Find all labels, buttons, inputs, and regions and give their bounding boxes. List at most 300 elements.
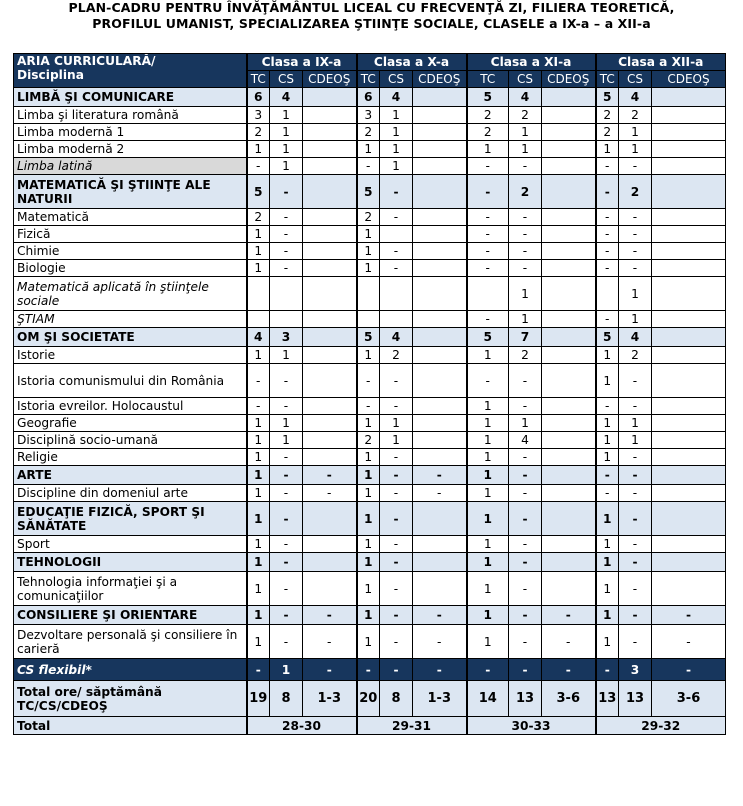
hours-cell: - — [270, 209, 303, 226]
hours-cell: 1 — [467, 606, 509, 625]
hours-cell — [542, 311, 596, 328]
hours-cell — [652, 347, 726, 364]
discipline-row — [14, 107, 726, 124]
hours-cell — [542, 364, 596, 398]
hours-cell — [542, 432, 596, 449]
discipline-name: Limba şi literatura română — [14, 107, 247, 124]
hours-cell — [413, 141, 467, 158]
hours-cell: - — [619, 485, 652, 502]
hours-cell: 1 — [467, 398, 509, 415]
discipline-name: Disciplină socio-umană — [14, 432, 247, 449]
hours-cell: - — [542, 659, 596, 681]
hours-cell — [303, 364, 357, 398]
hours-cell: 1 — [467, 432, 509, 449]
hours-cell: 1 — [270, 432, 303, 449]
discipline-row — [14, 226, 726, 243]
hours-cell: 2 — [247, 124, 270, 141]
hours-cell: - — [467, 243, 509, 260]
hours-cell — [380, 226, 413, 243]
hours-cell: 1 — [270, 347, 303, 364]
hours-cell: - — [509, 449, 542, 466]
total-week-cell: 3-6 — [652, 681, 726, 717]
hours-cell — [652, 175, 726, 209]
hours-cell: 1 — [380, 107, 413, 124]
hours-cell: 1 — [247, 553, 270, 572]
hours-cell: 1 — [596, 606, 619, 625]
hours-cell: 2 — [247, 209, 270, 226]
hours-cell — [413, 107, 467, 124]
total-week-cell: 13 — [619, 681, 652, 717]
hours-cell — [303, 432, 357, 449]
hours-cell: - — [619, 536, 652, 553]
title-line-2: PROFILUL UMANIST, SPECIALIZAREA ŞTIINŢE SOCIALE, CLASELE a IX-a – a XII-a — [92, 16, 651, 31]
hours-cell — [303, 88, 357, 107]
discipline-name: Limba modernă 1 — [14, 124, 247, 141]
header-class-xii: Clasa a XII-a — [596, 54, 726, 71]
hours-cell: - — [509, 364, 542, 398]
hours-cell: - — [357, 398, 380, 415]
hours-cell: 1 — [467, 449, 509, 466]
hours-cell: - — [270, 625, 303, 659]
hours-cell: - — [467, 209, 509, 226]
hours-cell — [652, 311, 726, 328]
hours-cell: 2 — [467, 124, 509, 141]
hours-cell: 1 — [357, 553, 380, 572]
total-week-cell: 14 — [467, 681, 509, 717]
hours-cell: 4 — [380, 328, 413, 347]
discipline-name: Dezvoltare personală şi consiliere în carieră — [14, 625, 247, 659]
hours-cell: - — [619, 466, 652, 485]
hours-cell — [652, 364, 726, 398]
hours-cell: - — [413, 466, 467, 485]
hours-cell — [542, 141, 596, 158]
discipline-row — [14, 243, 726, 260]
hours-cell: - — [380, 364, 413, 398]
category-name: MATEMATICĂ ŞI ŞTIINŢE ALE NATURII — [14, 175, 247, 209]
total-week-cell: 1-3 — [413, 681, 467, 717]
hours-cell: 1 — [619, 415, 652, 432]
discipline-row — [14, 398, 726, 415]
category-row — [14, 328, 726, 347]
hours-cell — [413, 88, 467, 107]
hours-cell: 1 — [247, 243, 270, 260]
hours-cell — [652, 209, 726, 226]
hours-cell: 1 — [270, 158, 303, 175]
hours-cell: - — [652, 606, 726, 625]
hours-cell: - — [413, 606, 467, 625]
category-row — [14, 466, 726, 485]
hours-cell: - — [303, 606, 357, 625]
hours-cell — [542, 277, 596, 311]
discipline-row — [14, 432, 726, 449]
hours-cell: 1 — [596, 536, 619, 553]
hours-cell: 2 — [596, 124, 619, 141]
total-week-cell: 1-3 — [303, 681, 357, 717]
hours-cell: 1 — [247, 432, 270, 449]
subheader-cs: CS — [509, 71, 542, 88]
hours-cell: - — [619, 449, 652, 466]
hours-cell — [413, 158, 467, 175]
hours-cell: 4 — [509, 432, 542, 449]
hours-cell: - — [270, 226, 303, 243]
grand-total-cell: 29-31 — [357, 717, 467, 735]
hours-cell: 2 — [467, 107, 509, 124]
hours-cell: - — [596, 466, 619, 485]
hours-cell: 1 — [619, 277, 652, 311]
hours-cell: 3 — [619, 659, 652, 681]
hours-cell: 2 — [619, 175, 652, 209]
hours-cell: 1 — [247, 606, 270, 625]
hours-cell — [542, 328, 596, 347]
hours-cell: - — [270, 572, 303, 606]
hours-cell — [413, 553, 467, 572]
hours-cell: 3 — [270, 328, 303, 347]
hours-cell: 1 — [247, 415, 270, 432]
hours-cell: - — [380, 536, 413, 553]
hours-cell: 1 — [596, 502, 619, 536]
hours-cell — [413, 347, 467, 364]
hours-cell: 1 — [247, 141, 270, 158]
hours-cell: - — [596, 311, 619, 328]
hours-cell — [542, 107, 596, 124]
discipline-row — [14, 572, 726, 606]
hours-cell: - — [509, 158, 542, 175]
hours-cell: - — [619, 606, 652, 625]
hours-cell — [652, 485, 726, 502]
hours-cell: - — [596, 485, 619, 502]
hours-cell: - — [619, 625, 652, 659]
hours-cell — [303, 158, 357, 175]
hours-cell: - — [619, 364, 652, 398]
grand-total-cell: 28-30 — [247, 717, 357, 735]
hours-cell: 2 — [509, 107, 542, 124]
hours-cell — [303, 209, 357, 226]
hours-cell — [542, 553, 596, 572]
hours-cell: - — [303, 659, 357, 681]
hours-cell: 1 — [247, 502, 270, 536]
category-name: ARTE — [14, 466, 247, 485]
hours-cell: - — [380, 502, 413, 536]
hours-cell: 4 — [619, 328, 652, 347]
subheader-tc: TC — [596, 71, 619, 88]
hours-cell: - — [380, 175, 413, 209]
total-week-cell: 8 — [380, 681, 413, 717]
discipline-name: Religie — [14, 449, 247, 466]
hours-cell — [652, 398, 726, 415]
hours-cell: - — [380, 243, 413, 260]
total-week-cell: 3-6 — [542, 681, 596, 717]
hours-cell — [413, 432, 467, 449]
subheader-cs: CS — [619, 71, 652, 88]
hours-cell — [413, 398, 467, 415]
discipline-name: Istoria evreilor. Holocaustul — [14, 398, 247, 415]
hours-cell: 1 — [596, 449, 619, 466]
hours-cell: - — [247, 158, 270, 175]
hours-cell: 1 — [596, 625, 619, 659]
hours-cell — [467, 277, 509, 311]
hours-cell: - — [303, 625, 357, 659]
hours-cell — [542, 347, 596, 364]
hours-cell — [652, 260, 726, 277]
hours-cell — [542, 398, 596, 415]
hours-cell: - — [357, 158, 380, 175]
hours-cell: - — [413, 485, 467, 502]
hours-cell: 1 — [596, 553, 619, 572]
category-name: TEHNOLOGII — [14, 553, 247, 572]
hours-cell: - — [247, 659, 270, 681]
hours-cell: - — [509, 572, 542, 606]
hours-cell: - — [380, 606, 413, 625]
hours-cell: 1 — [357, 415, 380, 432]
hours-cell: - — [380, 466, 413, 485]
hours-cell — [542, 124, 596, 141]
hours-cell: 1 — [596, 432, 619, 449]
hours-cell: 1 — [467, 347, 509, 364]
header-area-line2: Disciplina — [17, 68, 84, 82]
hours-cell: - — [619, 209, 652, 226]
hours-cell: 1 — [596, 347, 619, 364]
hours-cell — [413, 415, 467, 432]
hours-cell: - — [270, 260, 303, 277]
hours-cell — [652, 572, 726, 606]
hours-cell: 1 — [467, 485, 509, 502]
hours-cell: 1 — [270, 124, 303, 141]
subheader-cs: CS — [270, 71, 303, 88]
hours-cell — [652, 124, 726, 141]
hours-cell: 1 — [357, 572, 380, 606]
hours-cell: - — [509, 209, 542, 226]
hours-cell: - — [509, 536, 542, 553]
hours-cell: - — [270, 364, 303, 398]
hours-cell — [542, 449, 596, 466]
hours-cell: 1 — [357, 502, 380, 536]
hours-cell — [652, 466, 726, 485]
hours-cell: - — [652, 659, 726, 681]
hours-cell: 5 — [467, 328, 509, 347]
discipline-row — [14, 209, 726, 226]
hours-cell: 1 — [357, 606, 380, 625]
hours-cell: 1 — [509, 415, 542, 432]
hours-cell: 4 — [247, 328, 270, 347]
hours-cell: - — [509, 466, 542, 485]
cs-flexibil-row — [14, 659, 726, 681]
category-row — [14, 606, 726, 625]
discipline-row — [14, 260, 726, 277]
hours-cell: 1 — [357, 485, 380, 502]
hours-cell: 1 — [247, 226, 270, 243]
hours-cell: 1 — [247, 536, 270, 553]
hours-cell: 1 — [247, 625, 270, 659]
category-row — [14, 553, 726, 572]
hours-cell: - — [619, 553, 652, 572]
hours-cell — [303, 328, 357, 347]
hours-cell — [596, 277, 619, 311]
hours-cell: 2 — [357, 124, 380, 141]
hours-cell — [303, 572, 357, 606]
hours-cell — [542, 209, 596, 226]
discipline-name: Geografie — [14, 415, 247, 432]
hours-cell: 1 — [467, 415, 509, 432]
hours-cell — [413, 572, 467, 606]
discipline-name: Matematică — [14, 209, 247, 226]
hours-cell: 1 — [619, 432, 652, 449]
hours-cell: - — [357, 659, 380, 681]
hours-cell — [303, 175, 357, 209]
hours-cell — [247, 311, 270, 328]
hours-cell: - — [357, 364, 380, 398]
hours-cell: - — [596, 659, 619, 681]
discipline-row — [14, 415, 726, 432]
hours-cell: 1 — [247, 572, 270, 606]
hours-cell: 2 — [509, 175, 542, 209]
hours-cell: - — [467, 175, 509, 209]
hours-cell — [303, 226, 357, 243]
hours-cell — [542, 88, 596, 107]
hours-cell: 1 — [247, 449, 270, 466]
hours-cell: - — [509, 502, 542, 536]
total-week-label: Total ore/ săptămână TC/CS/CDEOŞ — [14, 681, 247, 717]
hours-cell — [652, 243, 726, 260]
hours-cell: 1 — [596, 415, 619, 432]
hours-cell: 1 — [509, 141, 542, 158]
hours-cell — [303, 502, 357, 536]
hours-cell: - — [596, 158, 619, 175]
hours-cell: 4 — [380, 88, 413, 107]
subheader-tc: TC — [467, 71, 509, 88]
hours-cell: - — [270, 553, 303, 572]
hours-cell: 1 — [619, 311, 652, 328]
hours-cell — [542, 175, 596, 209]
hours-cell: 2 — [619, 107, 652, 124]
hours-cell — [542, 260, 596, 277]
hours-cell: 3 — [357, 107, 380, 124]
hours-cell: 1 — [596, 364, 619, 398]
hours-cell: - — [270, 449, 303, 466]
hours-cell: - — [596, 209, 619, 226]
total-week-row — [14, 681, 726, 717]
hours-cell: 6 — [247, 88, 270, 107]
grand-total-row — [14, 717, 726, 735]
total-week-cell: 8 — [270, 681, 303, 717]
discipline-name: CS flexibil* — [14, 659, 247, 681]
grand-total-cell: 30-33 — [467, 717, 596, 735]
hours-cell: - — [509, 659, 542, 681]
hours-cell — [652, 277, 726, 311]
hours-cell — [357, 277, 380, 311]
hours-cell: - — [380, 553, 413, 572]
hours-cell — [413, 124, 467, 141]
hours-cell: 5 — [596, 88, 619, 107]
category-name: CONSILIERE ŞI ORIENTARE — [14, 606, 247, 625]
hours-cell — [542, 226, 596, 243]
hours-cell — [652, 415, 726, 432]
hours-cell: - — [467, 659, 509, 681]
hours-cell — [542, 466, 596, 485]
discipline-row — [14, 141, 726, 158]
discipline-row — [14, 277, 726, 311]
hours-cell: - — [542, 625, 596, 659]
hours-cell: 1 — [619, 124, 652, 141]
hours-cell: 1 — [596, 141, 619, 158]
hours-cell: 4 — [509, 88, 542, 107]
hours-cell: 5 — [596, 328, 619, 347]
hours-cell: - — [413, 659, 467, 681]
subheader-cs: CS — [380, 71, 413, 88]
discipline-row — [14, 625, 726, 659]
hours-cell: 1 — [467, 572, 509, 606]
hours-cell: 1 — [380, 124, 413, 141]
hours-cell: 4 — [619, 88, 652, 107]
hours-cell: 1 — [509, 277, 542, 311]
hours-cell: 1 — [247, 466, 270, 485]
hours-cell — [380, 277, 413, 311]
hours-cell: - — [303, 485, 357, 502]
grand-total-cell: 29-32 — [596, 717, 726, 735]
hours-cell: 3 — [247, 107, 270, 124]
discipline-row — [14, 485, 726, 502]
hours-cell: 5 — [357, 328, 380, 347]
total-week-cell: 19 — [247, 681, 270, 717]
hours-cell: 1 — [247, 485, 270, 502]
hours-cell: - — [270, 485, 303, 502]
hours-cell: - — [303, 466, 357, 485]
hours-cell: 1 — [270, 415, 303, 432]
discipline-name: Discipline din domeniul arte — [14, 485, 247, 502]
hours-cell — [413, 260, 467, 277]
hours-cell — [303, 347, 357, 364]
hours-cell — [303, 243, 357, 260]
discipline-name: ŞTIAM — [14, 311, 247, 328]
subheader-cdeos: CDEOŞ — [542, 71, 596, 88]
discipline-row — [14, 124, 726, 141]
hours-cell: 6 — [357, 88, 380, 107]
hours-cell: 1 — [619, 141, 652, 158]
hours-cell: 1 — [270, 107, 303, 124]
hours-cell: - — [380, 398, 413, 415]
hours-cell: - — [413, 625, 467, 659]
discipline-name: Chimie — [14, 243, 247, 260]
hours-cell — [652, 328, 726, 347]
hours-cell: - — [619, 398, 652, 415]
hours-cell — [652, 449, 726, 466]
hours-cell: - — [596, 260, 619, 277]
hours-cell — [270, 277, 303, 311]
hours-cell: - — [380, 260, 413, 277]
hours-cell: - — [270, 243, 303, 260]
hours-cell: - — [509, 606, 542, 625]
hours-cell: 1 — [596, 572, 619, 606]
hours-cell: - — [619, 226, 652, 243]
hours-cell: - — [247, 398, 270, 415]
hours-cell — [413, 226, 467, 243]
hours-cell: - — [467, 226, 509, 243]
hours-cell: 1 — [509, 124, 542, 141]
hours-cell — [413, 449, 467, 466]
total-week-cell: 13 — [509, 681, 542, 717]
discipline-row — [14, 311, 726, 328]
header-area-line1: ARIA CURRICULARĂ/ — [17, 54, 156, 68]
total-week-cell: 20 — [357, 681, 380, 717]
hours-cell: - — [380, 625, 413, 659]
hours-cell: - — [467, 311, 509, 328]
hours-cell — [542, 502, 596, 536]
hours-cell — [413, 536, 467, 553]
hours-cell — [652, 226, 726, 243]
hours-cell: 1 — [467, 466, 509, 485]
category-row — [14, 175, 726, 209]
hours-cell: 5 — [247, 175, 270, 209]
subheader-cdeos: CDEOŞ — [303, 71, 357, 88]
